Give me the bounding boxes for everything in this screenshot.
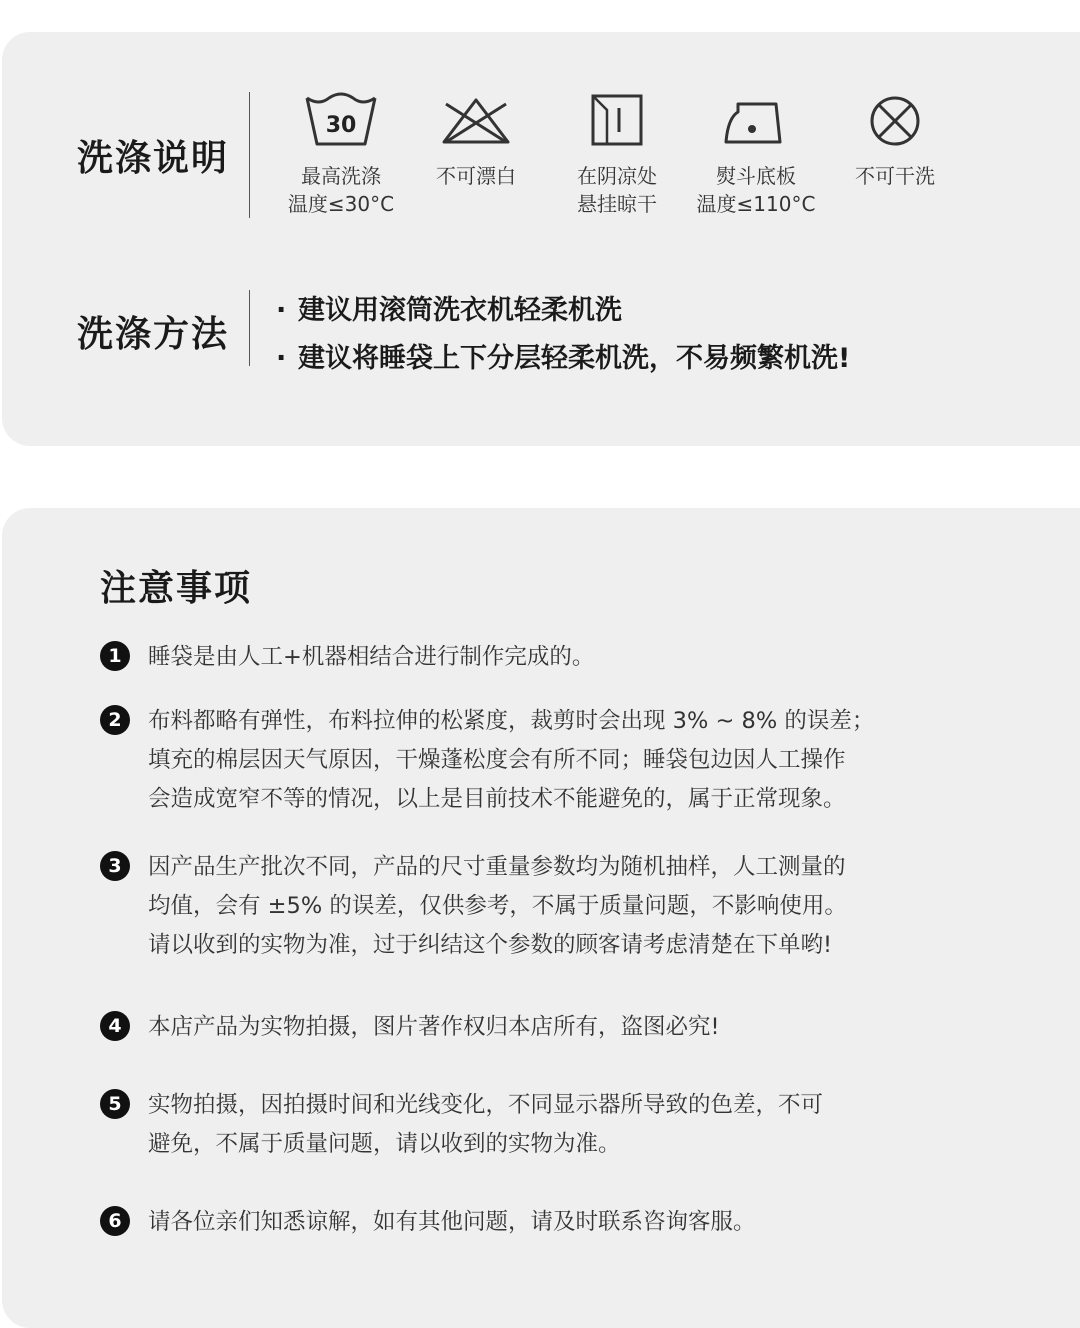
symbol-caption: 温度≤30°C <box>287 192 395 216</box>
item-number-badge: 6 <box>100 1206 130 1236</box>
notice-item <box>100 1203 1000 1242</box>
divider <box>249 290 250 366</box>
divider <box>249 92 250 218</box>
wash-instructions-title: 洗涤说明 <box>77 138 230 179</box>
notice-item <box>100 1086 1000 1164</box>
no-dry-clean-icon <box>855 92 935 148</box>
item-text: 本店产品为实物拍摄，图片著作权归本店所有，盗图必究! <box>148 1014 720 1040</box>
iron-icon <box>716 92 796 148</box>
shade-dry-icon <box>577 92 657 148</box>
method-text: 建议用滚筒洗衣机轻柔机洗 <box>298 295 622 326</box>
method-line <box>276 288 622 327</box>
symbol-wash-30 <box>276 92 406 218</box>
item-text: 请以收到的实物为准，过于纠结这个参数的顾客请考虑清楚在下单哟! <box>148 932 833 958</box>
symbol-caption: 熨斗底板 <box>716 164 796 188</box>
bullet: · <box>276 295 287 326</box>
symbol-iron <box>691 92 821 218</box>
item-text: 实物拍摄，因拍摄时间和光线变化，不同显示器所导致的色差，不可 <box>148 1092 824 1118</box>
item-number-badge: 1 <box>100 641 130 671</box>
wash-30-icon <box>301 92 381 148</box>
item-text: 布料都略有弹性，布料拉伸的松紧度，裁剪时会出现 3% ~ 8% 的误差； <box>148 708 875 734</box>
svg-text:30: 30 <box>325 113 357 138</box>
notice-item <box>100 848 1000 965</box>
notice-item <box>100 702 1000 819</box>
method-line <box>276 336 850 375</box>
symbol-caption: 温度≤110°C <box>696 192 816 216</box>
method-text: 建议将睡袋上下分层轻柔机洗，不易频繁机洗! <box>298 343 851 374</box>
symbol-caption: 不可漂白 <box>436 164 516 188</box>
symbol-shade-dry <box>552 92 682 218</box>
item-text: 均值，会有 ±5% 的误差，仅供参考，不属于质量问题，不影响使用。 <box>148 893 847 919</box>
symbol-caption: 不可干洗 <box>855 164 935 188</box>
item-text: 填充的棉层因天气原因，干燥蓬松度会有所不同；睡袋包边因人工操作 <box>148 747 846 773</box>
item-number-badge: 2 <box>100 705 130 735</box>
item-text: 因产品生产批次不同，产品的尺寸重量参数均为随机抽样，人工测量的 <box>148 854 846 880</box>
no-bleach-icon <box>436 92 516 148</box>
symbol-no-bleach <box>411 92 541 190</box>
notice-item <box>100 1008 1000 1047</box>
item-text: 请各位亲们知悉谅解，如有其他问题，请及时联系咨询客服。 <box>148 1209 756 1235</box>
item-text: 睡袋是由人工+机器相结合进行制作完成的。 <box>148 644 595 670</box>
symbol-caption: 最高洗涤 <box>301 164 381 188</box>
symbol-no-dry-clean <box>830 92 960 190</box>
bullet: · <box>276 343 287 374</box>
item-text: 会造成宽窄不等的情况，以上是目前技术不能避免的，属于正常现象。 <box>148 786 846 812</box>
item-number-badge: 5 <box>100 1089 130 1119</box>
item-number-badge: 4 <box>100 1011 130 1041</box>
item-number-badge: 3 <box>100 851 130 881</box>
notice-item <box>100 638 1000 677</box>
notice-title: 注意事项 <box>100 568 253 609</box>
symbol-caption: 悬挂晾干 <box>577 192 657 216</box>
item-text: 避免，不属于质量问题，请以收到的实物为准。 <box>148 1131 621 1157</box>
symbol-caption: 在阴凉处 <box>577 164 657 188</box>
wash-method-title: 洗涤方法 <box>77 314 230 355</box>
